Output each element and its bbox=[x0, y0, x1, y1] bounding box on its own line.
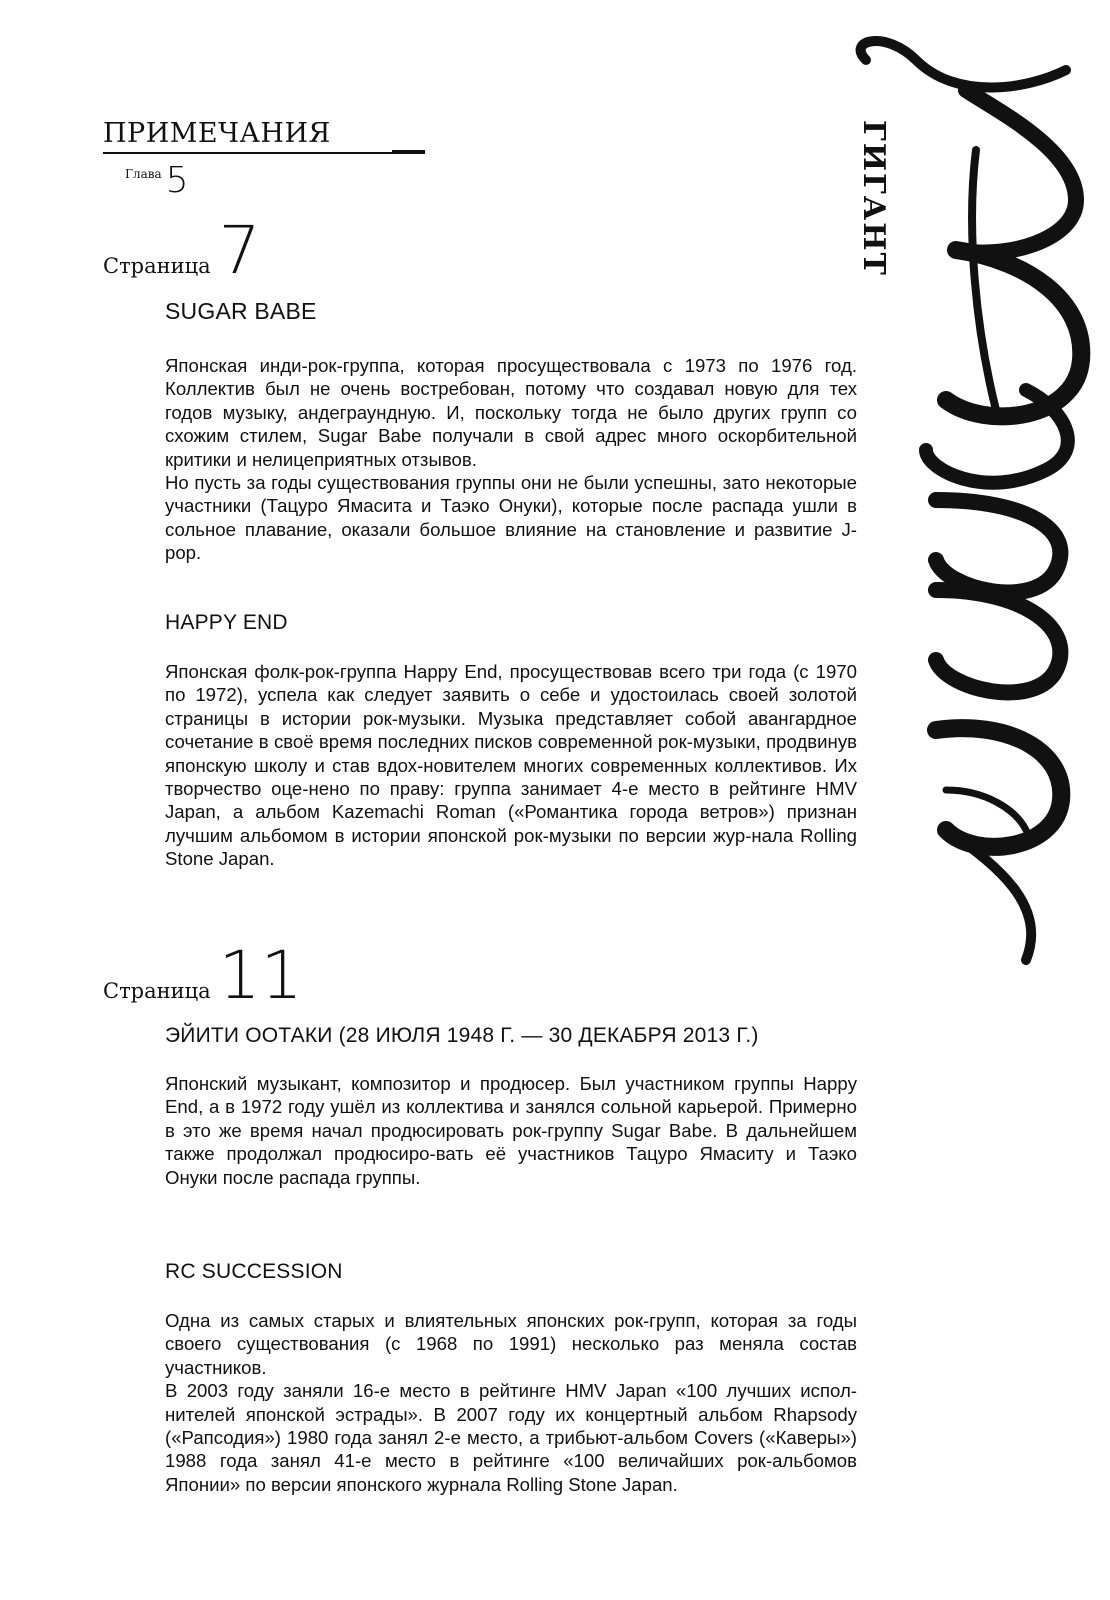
notes-title: ПРИМЕЧАНИЯ bbox=[103, 118, 331, 149]
note-title-rc-succession: RC SUCCESSION bbox=[165, 1260, 343, 1283]
note-body-happy-end: Японская фолк-рок-группа Happy End, просуществовав всего три года (с 1970 по 1972), успела как следует заявить о себе и удостоилась своей золотой страницы в истории рок-музыки. Музыка представляет собой авангардное сочетание в своё время последних писков современной рок-музыки, продвинув японскую школу и став вдох-новителем многих современных коллективов. Их творчество оце-нено по праву: группа занимает 4-е место в рейтинге HMV Japan, а альбом Kazemachi Roman («Романтика города ветров») признан лучшим альбомом в истории японской рок-музыки по версии жур-нала Rolling Stone Japan. bbox=[165, 661, 857, 870]
note-title-happy-end: HAPPY END bbox=[165, 611, 288, 634]
chapter-word: Глава bbox=[125, 167, 162, 181]
note-body-sugar-babe: Японская инди-рок-группа, которая просуществовала с 1973 по 1976 год. Коллектив был не очень востребован, потому что создавал новую для тех годов музыку, андеграундную. И, поскольку тогда не было других групп со схожим стилем, Sugar Babe получали в свой адрес много оскорбительной критики и нелицеприятных отзывов. Но пусть за годы существования группы они не были успешны, зато некоторые участники (Тацуро Ямасита и Таэко Онуки), которые после распада ушли в сольное плавание, оказали большое влияние на становление и развитие J-pop. bbox=[165, 355, 857, 564]
page-heading-7 bbox=[103, 212, 261, 289]
header-rule-accent bbox=[392, 150, 425, 154]
note-body-eiichi-ootaki: Японский музыкант, композитор и продюсер. Был участником группы Happy End, а в 1972 году ушёл из коллектива и занялся сольной карьерой. Примерно в это же время начал продюсировать рок-группу Sugar Babe. В дальнейшем также продолжал продюсиро-вать её участников Тацуро Ямаситу и Таэко Онуки после распада группы. bbox=[165, 1073, 857, 1188]
chapter-number: 5 bbox=[165, 160, 189, 201]
subtitle-text: ГИГАНТ bbox=[856, 120, 891, 277]
giant-subtitle bbox=[856, 120, 891, 277]
page-heading-11 bbox=[103, 937, 303, 1014]
page-number: 11 bbox=[218, 937, 303, 1014]
note-title-sugar-babe: SUGAR BABE bbox=[165, 298, 317, 324]
header-rule bbox=[103, 152, 425, 154]
note-body-rc-succession: Одна из самых старых и влиятельных японских рок-групп, которая за годы своего существования (с 1968 по 1991) несколько раз меняла состав участников. В 2003 году заняли 16-е место в рейтинге HMV Japan «100 лучших испол-нителей японской эстрады». В 2007 году их концертный альбом Rhapsody («Рапсодия») 1980 года занял 2-е место, а трибьют-альбом Covers («Каверы») 1988 года занял 41-е место в рейтинге «100 величайших рок-альбомов Японии» по версии японского журнала Rolling Stone Japan. bbox=[165, 1310, 857, 1495]
page-word: Страница bbox=[103, 254, 211, 278]
page-number: 7 bbox=[218, 212, 261, 289]
note-title-eiichi-ootaki: ЭЙИТИ ООТАКИ (28 ИЮЛЯ 1948 Г. — 30 ДЕКАБРЯ 2013 Г.) bbox=[165, 1024, 759, 1047]
chapter-label bbox=[125, 160, 189, 201]
page-word: Страница bbox=[103, 979, 211, 1003]
blue-script-logo bbox=[861, 41, 1082, 960]
blue-giant-logo bbox=[826, 30, 1096, 990]
